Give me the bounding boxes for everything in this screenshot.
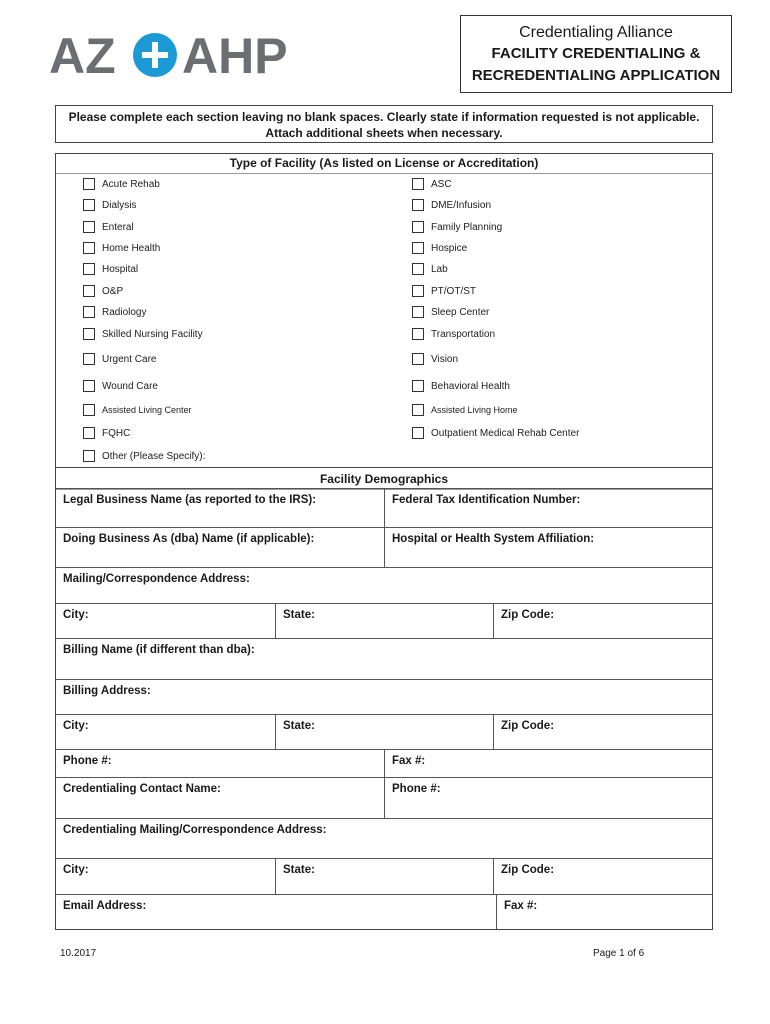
facility-checkbox[interactable]: [83, 306, 95, 318]
facility-option-wound-care[interactable]: [83, 378, 158, 394]
facility-option-label: Urgent Care: [102, 353, 157, 365]
fax-field[interactable]: Fax #:: [392, 755, 426, 767]
facility-option-pt-ot-st[interactable]: [412, 283, 476, 299]
facility-option-lab[interactable]: [412, 261, 448, 277]
facility-option-fqhc[interactable]: [83, 425, 130, 441]
credentialing-state-field[interactable]: State:: [276, 859, 494, 894]
logo-plus-horizontal: [142, 52, 168, 58]
facility-option-label: Assisted Living Home: [431, 405, 518, 415]
facility-checkbox[interactable]: [412, 178, 424, 190]
row-mailing-city-state-zip: [56, 603, 712, 638]
facility-option-vision[interactable]: [412, 351, 458, 367]
facility-option-label: Hospital: [102, 263, 139, 275]
facility-option-asc[interactable]: [412, 176, 452, 192]
credentialing-mailing-address-field[interactable]: Credentialing Mailing/Correspondence Address:: [63, 824, 327, 836]
row-phone-fax: [56, 749, 712, 777]
credentialing-city-field[interactable]: City:: [56, 859, 276, 894]
facility-checkbox[interactable]: [412, 380, 424, 392]
facility-option-label: Other (Please Specify):: [102, 450, 206, 462]
mailing-state-field[interactable]: State:: [276, 604, 494, 638]
facility-option-skilled-nursing-facility[interactable]: [83, 326, 203, 342]
instructions-line-1: Please complete each section leaving no blank spaces. Clearly state if information requested is not applicable.: [68, 110, 700, 124]
facility-option-dme-infusion[interactable]: [412, 197, 491, 213]
instructions-box: [55, 105, 713, 143]
facility-option-enteral[interactable]: [83, 219, 134, 235]
row-billing-name: [56, 638, 712, 679]
facility-checkbox[interactable]: [412, 263, 424, 275]
facility-option-label: Hospice: [431, 242, 468, 254]
facility-checkbox[interactable]: [83, 221, 95, 233]
facility-option-label: Dialysis: [102, 199, 137, 211]
facility-option-label: Wound Care: [102, 380, 158, 392]
dba-name-field[interactable]: Doing Business As (dba) Name (if applicable):: [56, 528, 385, 567]
page-number: Page 1 of 6: [593, 948, 645, 959]
facility-checkbox[interactable]: [83, 178, 95, 190]
billing-city-field[interactable]: City:: [56, 715, 276, 749]
mailing-city-field[interactable]: City:: [56, 604, 276, 638]
facility-option-o-p[interactable]: [83, 283, 123, 299]
facility-checkbox[interactable]: [412, 328, 424, 340]
facility-option-label: Enteral: [102, 221, 134, 233]
facility-option-transportation[interactable]: [412, 326, 495, 342]
facility-option-behavioral-health[interactable]: [412, 378, 510, 394]
form-title-box: [460, 15, 732, 93]
phone-field[interactable]: Phone #:: [56, 750, 385, 777]
facility-type-heading: Type of Facility (As listed on License or Accreditation): [56, 154, 712, 174]
facility-option-family-planning[interactable]: [412, 219, 502, 235]
facility-option-label: Radiology: [102, 306, 147, 318]
facility-option-label: O&P: [102, 285, 124, 297]
facility-option-label: Vision: [431, 353, 459, 365]
health-system-affiliation-field[interactable]: Hospital or Health System Affiliation:: [392, 533, 595, 545]
row-legal-tax: [56, 488, 712, 527]
credentialing-contact-phone-field[interactable]: Phone #:: [392, 783, 441, 795]
facility-checkbox[interactable]: [83, 404, 95, 416]
facility-checkbox[interactable]: [83, 328, 95, 340]
facility-option-label: Home Health: [102, 242, 161, 254]
logo-text-ahp: AHP: [182, 30, 288, 80]
billing-state-field[interactable]: State:: [276, 715, 494, 749]
facility-checkbox[interactable]: [83, 263, 95, 275]
facility-checkbox[interactable]: [83, 353, 95, 365]
email-address-field[interactable]: Email Address:: [56, 895, 497, 929]
credentialing-zip-field[interactable]: Zip Code:: [501, 864, 555, 876]
row-cred-mailing: [56, 818, 712, 858]
facility-option-radiology[interactable]: [83, 304, 146, 320]
facility-option-hospice[interactable]: [412, 240, 467, 256]
facility-option-outpatient-medical-rehab-center[interactable]: [412, 425, 579, 441]
facility-option-urgent-care[interactable]: [83, 351, 156, 367]
facility-option-label: Acute Rehab: [102, 178, 160, 190]
facility-option-label: Sleep Center: [431, 306, 490, 318]
facility-demographics-section: [55, 468, 713, 930]
facility-option-label: Family Planning: [431, 221, 503, 233]
facility-option-home-health[interactable]: [83, 240, 160, 256]
facility-checkbox[interactable]: [83, 242, 95, 254]
revision-date: 10.2017: [60, 948, 97, 959]
row-billing-address: [56, 679, 712, 714]
billing-zip-field[interactable]: Zip Code:: [501, 720, 555, 732]
facility-checkbox[interactable]: [83, 427, 95, 439]
row-dba-affiliation: [56, 527, 712, 567]
azahp-logo: [49, 30, 309, 80]
billing-address-field[interactable]: Billing Address:: [63, 685, 151, 697]
facility-option-label: Assisted Living Center: [102, 405, 192, 415]
facility-option-label: Outpatient Medical Rehab Center: [431, 427, 580, 439]
mailing-zip-field[interactable]: Zip Code:: [501, 609, 555, 621]
demographics-heading: Facility Demographics: [56, 468, 712, 490]
federal-tax-id-field[interactable]: Federal Tax Identification Number:: [392, 494, 581, 506]
row-email-fax: [56, 894, 712, 929]
facility-checkbox[interactable]: [412, 199, 424, 211]
title-line-3: RECREDENTIALING APPLICATION: [471, 67, 721, 84]
facility-option-other-please-specify[interactable]: [83, 448, 205, 464]
facility-option-label: DME/Infusion: [431, 199, 492, 211]
facility-checkbox[interactable]: [412, 353, 424, 365]
mailing-address-field[interactable]: Mailing/Correspondence Address:: [63, 573, 250, 585]
facility-option-label: Skilled Nursing Facility: [102, 328, 203, 340]
facility-option-label: Transportation: [431, 328, 496, 340]
facility-checkbox[interactable]: [83, 285, 95, 297]
facility-option-assisted-living-home[interactable]: [412, 402, 518, 418]
facility-checkbox[interactable]: [412, 404, 424, 416]
row-cred-city-state-zip: [56, 858, 712, 894]
row-billing-city-state-zip: [56, 714, 712, 749]
facility-checkbox[interactable]: [83, 199, 95, 211]
instructions-line-2: Attach additional sheets when necessary.: [265, 126, 503, 140]
facility-option-acute-rehab[interactable]: [83, 176, 160, 192]
facility-option-sleep-center[interactable]: [412, 304, 489, 320]
title-line-2: FACILITY CREDENTIALING &: [491, 45, 701, 62]
facility-checkbox[interactable]: [83, 450, 95, 462]
facility-checkbox[interactable]: [412, 285, 424, 297]
billing-name-field[interactable]: Billing Name (if different than dba):: [63, 644, 255, 656]
facility-checkbox[interactable]: [83, 380, 95, 392]
facility-type-section: [55, 153, 713, 468]
facility-checkbox[interactable]: [412, 221, 424, 233]
row-mailing-address: [56, 567, 712, 603]
facility-option-dialysis[interactable]: [83, 197, 136, 213]
logo-text-az: AZ: [49, 30, 116, 80]
facility-option-label: FQHC: [102, 427, 131, 439]
row-cred-contact: [56, 777, 712, 818]
facility-option-label: PT/OT/ST: [431, 285, 476, 297]
facility-option-label: Behavioral Health: [431, 380, 510, 392]
email-row-fax-field[interactable]: Fax #:: [504, 900, 538, 912]
credentialing-contact-name-field[interactable]: Credentialing Contact Name:: [56, 778, 385, 818]
legal-business-name-field[interactable]: Legal Business Name (as reported to the IRS):: [56, 489, 385, 527]
facility-checkbox[interactable]: [412, 427, 424, 439]
title-line-1: Credentialing Alliance: [519, 24, 673, 41]
facility-checkbox[interactable]: [412, 242, 424, 254]
facility-option-hospital[interactable]: [83, 261, 138, 277]
facility-checkbox[interactable]: [412, 306, 424, 318]
facility-option-label: ASC: [431, 178, 452, 190]
facility-option-label: Lab: [431, 263, 448, 275]
facility-option-assisted-living-center[interactable]: [83, 402, 192, 418]
